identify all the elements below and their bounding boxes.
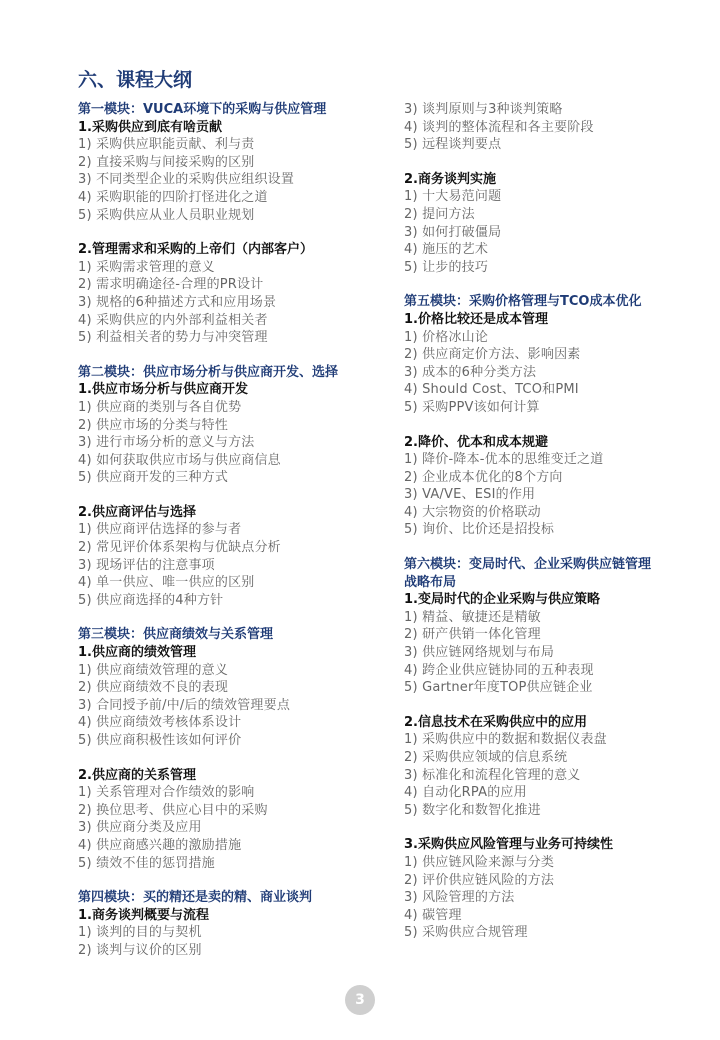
section-heading: 1.供应商的绩效管理 — [78, 645, 196, 661]
list-item: 5) 绩效不佳的惩罚措施 — [78, 855, 215, 871]
list-item: 5) 远程谈判要点 — [404, 137, 502, 153]
list-item: 4) 供应商绩效考核体系设计 — [78, 715, 242, 731]
list-item: 5) 采购供应从业人员职业规划 — [78, 207, 255, 223]
module-3-heading: 第三模块：供应商绩效与关系管理 — [78, 627, 274, 643]
section-heading: 2.管理需求和采购的上帝们（内部客户） — [78, 242, 313, 258]
list-item: 4) 如何获取供应市场与供应商信息 — [78, 452, 281, 468]
list-item: 2) 需求明确途径-合理的PR设计 — [78, 277, 264, 293]
list-item: 2) 直接采购与间接采购的区别 — [78, 154, 255, 170]
module-5-heading: 第五模块：采购价格管理与TCO成本优化 — [404, 294, 642, 310]
list-item: 2) 供应商定价方法、影响因素 — [404, 347, 581, 363]
list-item: 2) 评价供应链风险的方法 — [404, 872, 555, 888]
list-item: 5) Gartner年度TOP供应链企业 — [404, 680, 593, 696]
module-2-heading: 第二模块：供应市场分析与供应商开发、选择 — [78, 364, 339, 380]
list-item: 3) VA/VE、ESI的作用 — [404, 487, 536, 503]
list-item: 2) 常见评价体系架构与优缺点分析 — [78, 540, 281, 556]
list-item: 5) 利益相关者的势力与冲突管理 — [78, 330, 268, 346]
list-item: 4) 供应商感兴趣的激励措施 — [78, 837, 242, 853]
section-heading: 3.采购供应风险管理与业务可持续性 — [404, 837, 613, 853]
list-item: 2) 供应市场的分类与特性 — [78, 417, 229, 433]
list-item: 1) 降价-降本-优本的思维变迁之道 — [404, 452, 604, 468]
list-item: 5) 数字化和数智化推进 — [404, 802, 541, 818]
list-item: 4) 施压的艺术 — [404, 242, 489, 258]
list-item: 2) 供应商绩效不良的表现 — [78, 680, 229, 696]
list-item: 1) 采购需求管理的意义 — [78, 259, 215, 275]
list-item: 4) 大宗物资的价格联动 — [404, 504, 541, 520]
list-item: 4) 碳管理 — [404, 907, 462, 923]
list-item: 3) 成本的6种分类方法 — [404, 364, 537, 380]
list-item: 4) 单一供应、唯一供应的区别 — [78, 575, 255, 591]
list-item: 1) 价格冰山论 — [404, 329, 489, 345]
section-heading: 2.供应商的关系管理 — [78, 767, 196, 783]
list-item: 3) 谈判原则与3种谈判策略 — [404, 102, 563, 117]
list-item: 1) 采购供应职能贡献、利与责 — [78, 137, 255, 153]
list-item: 4) Should Cost、TCO和PMI — [404, 382, 579, 398]
list-item: 5) 询价、比价还是招投标 — [404, 522, 555, 538]
page-title: 六、课程大纲 — [78, 69, 193, 91]
section-heading: 2.降价、优本和成本规避 — [404, 434, 548, 450]
list-item: 3) 供应商分类及应用 — [78, 820, 202, 836]
list-item: 1) 供应商的类别与各自优势 — [78, 399, 242, 415]
list-item: 2) 换位思考、供应心目中的采购 — [78, 802, 268, 818]
list-item: 3) 如何打破僵局 — [404, 224, 502, 240]
module-4-heading: 第四模块：买的精还是卖的精、商业谈判 — [78, 890, 313, 906]
list-item: 3) 合同授予前/中/后的绩效管理要点 — [78, 697, 291, 713]
page-number-badge: 3 — [345, 985, 375, 1015]
section-heading: 1.供应市场分析与供应商开发 — [78, 382, 248, 398]
list-item: 1) 十大易范问题 — [404, 189, 502, 205]
list-item: 5) 采购PPV该如何计算 — [404, 399, 540, 415]
list-item: 4) 跨企业供应链协同的五种表现 — [404, 662, 594, 678]
list-item: 4) 谈判的整体流程和各主要阶段 — [404, 119, 594, 135]
list-item: 5) 让步的技巧 — [404, 259, 489, 275]
list-item: 4) 自动化RPA的应用 — [404, 785, 527, 801]
list-item: 1) 供应商评估选择的参与者 — [78, 522, 242, 538]
module-1-heading: 第一模块：VUCA环境下的采购与供应管理 — [78, 102, 327, 117]
list-item: 3) 供应链网络规划与布局 — [404, 645, 555, 661]
outline-right-column — [404, 101, 666, 942]
list-item: 1) 谈判的目的与契机 — [78, 925, 202, 941]
outline-left-column — [78, 101, 396, 960]
section-heading: 1.价格比较还是成本管理 — [404, 311, 548, 327]
list-item: 1) 精益、敏捷还是精敏 — [404, 609, 541, 625]
list-item: 3) 风险管理的方法 — [404, 890, 515, 906]
list-item: 3) 不同类型企业的采购供应组织设置 — [78, 172, 295, 188]
section-heading: 2.信息技术在采购供应中的应用 — [404, 714, 587, 730]
list-item: 2) 研产供销一体化管理 — [404, 627, 541, 643]
section-heading: 1.采购供应到底有啥贡献 — [78, 119, 222, 135]
list-item: 1) 供应链风险来源与分类 — [404, 854, 555, 870]
list-item: 2) 谈判与议价的区别 — [78, 942, 202, 958]
list-item: 1) 供应商绩效管理的意义 — [78, 662, 229, 678]
list-item: 4) 采购职能的四阶打怪进化之道 — [78, 189, 268, 205]
list-item: 3) 标准化和流程化管理的意义 — [404, 767, 581, 783]
section-heading: 2.商务谈判实施 — [404, 171, 496, 187]
section-heading: 2.供应商评估与选择 — [78, 504, 196, 520]
list-item: 5) 供应商开发的三种方式 — [78, 470, 229, 486]
list-item: 4) 采购供应的内外部利益相关者 — [78, 312, 268, 328]
list-item: 5) 采购供应合规管理 — [404, 925, 528, 941]
list-item: 1) 采购供应中的数据和数据仪表盘 — [404, 732, 607, 748]
list-item: 3) 规格的6种描述方式和应用场景 — [78, 294, 277, 310]
module-6-heading: 第六模块：变局时代、企业采购供应链管理战略布局 — [404, 557, 652, 590]
list-item: 2) 提问方法 — [404, 206, 475, 222]
list-item: 3) 进行市场分析的意义与方法 — [78, 435, 255, 451]
list-item: 5) 供应商选择的4种方针 — [78, 592, 224, 608]
list-item: 1) 关系管理对合作绩效的影响 — [78, 785, 255, 801]
list-item: 2) 企业成本优化的8个方向 — [404, 469, 563, 485]
section-heading: 1.变局时代的企业采购与供应策略 — [404, 592, 600, 608]
list-item: 3) 现场评估的注意事项 — [78, 557, 215, 573]
list-item: 5) 供应商积极性该如何评价 — [78, 733, 242, 748]
section-heading: 1.商务谈判概要与流程 — [78, 907, 209, 923]
list-item: 2) 采购供应领域的信息系统 — [404, 750, 568, 765]
